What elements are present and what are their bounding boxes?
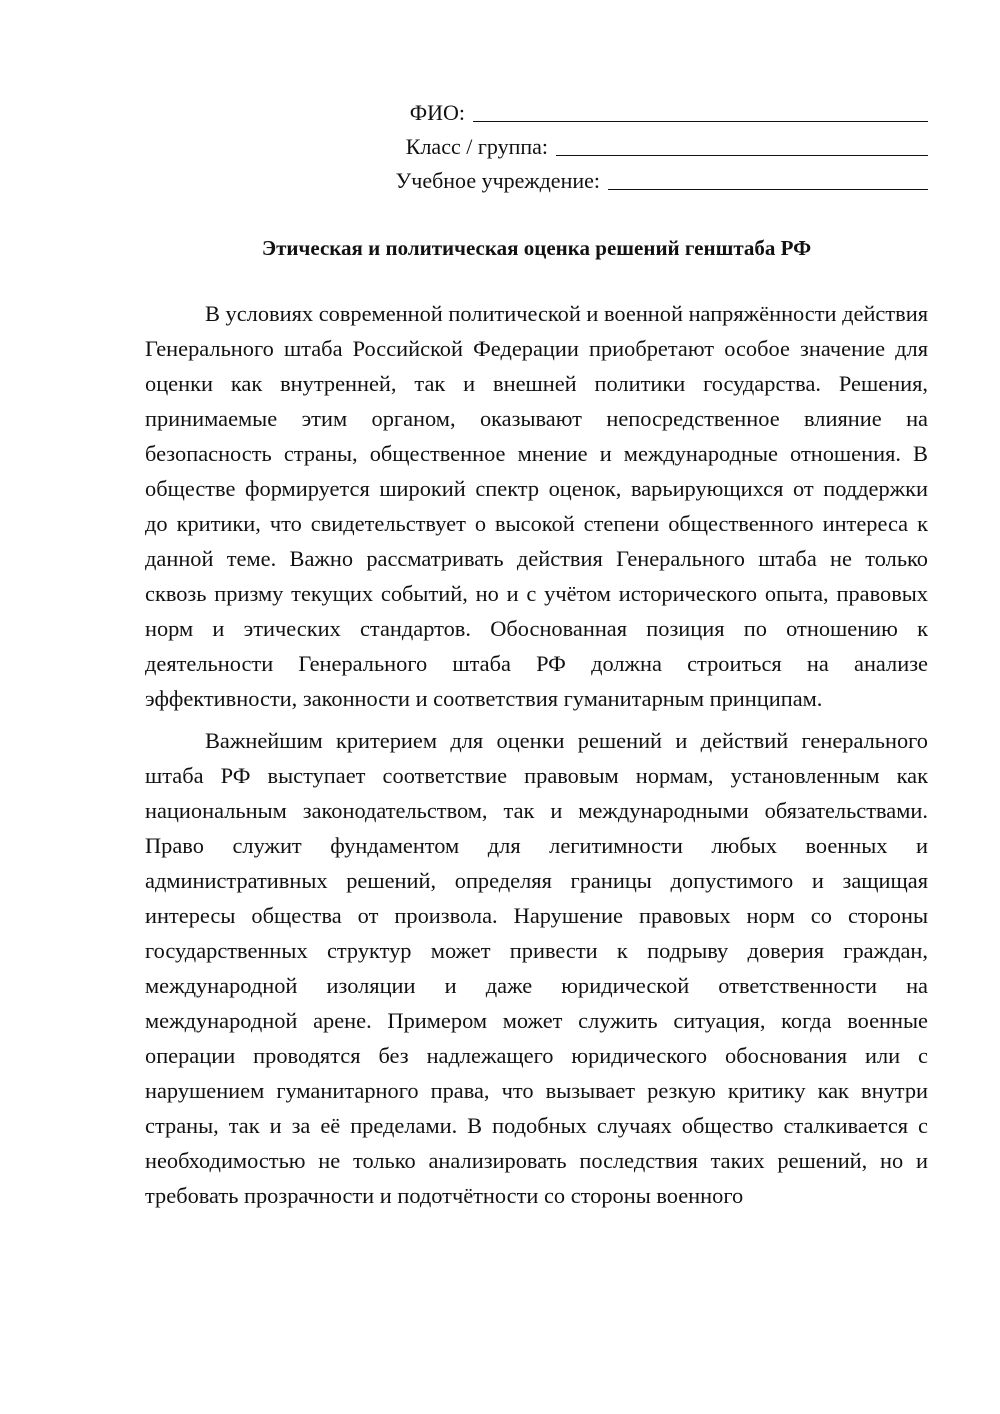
fio-label: ФИО:: [409, 100, 465, 125]
document-body: [145, 296, 928, 1220]
fio-field-row: [300, 92, 928, 126]
paragraph-2: Важнейшим критерием для оценки решений и действий генерального штаба РФ выступает соответствие правовым нормам, установленным как национальным законодательством, так и международными обязательствами. Право служит фундаментом для легитимности любых военных и административных решений, определяя границы допустимого и защищая интересы общества от произвола. Нарушение правовых норм со стороны государственных структур может привести к подрыву доверия граждан, международной изоляции и даже юридической ответственности на международной арене. Примером может служить ситуация, когда военные операции проводятся без надлежащего юридического обоснования или с нарушением гуманитарного права, что вызывает резкую критику как внутри страны, так и за её пределами. В подобных случаях общество сталкивается с необходимостью не только анализировать последствия таких решений, но и требовать прозрачности и подотчётности со стороны военного: [145, 728, 928, 1208]
document-title: Этическая и политическая оценка решений генштаба РФ: [261, 236, 812, 260]
institution-blank-line: [608, 169, 928, 190]
institution-label: Учебное учреждение:: [395, 168, 600, 193]
class-blank-line: [556, 135, 928, 156]
institution-field-row: [300, 160, 928, 194]
student-info-fields: [300, 92, 928, 194]
class-field-row: [300, 126, 928, 160]
fio-blank-line: [473, 101, 928, 122]
paragraph-1: В условиях современной политической и военной напряжённости действия Генерального штаба Российской Федерации приобретают особое значение для оценки как внутренней, так и внешней политики государства. Решения, принимаемые этим органом, оказывают непосредственное влияние на безопасность страны, общественное мнение и международные отношения. В обществе формируется широкий спектр оценок, варьирующихся от поддержки до критики, что свидетельствует о высокой степени общественного интереса к данной теме. Важно рассматривать действия Генерального штаба не только сквозь призму текущих событий, но и с учётом исторического опыта, правовых норм и этических стандартов. Обоснованная позиция по отношению к деятельности Генерального штаба РФ должна строиться на анализе эффективности, законности и соответствия гуманитарным принципам.: [145, 301, 928, 711]
class-label: Класс / группа:: [405, 134, 548, 159]
